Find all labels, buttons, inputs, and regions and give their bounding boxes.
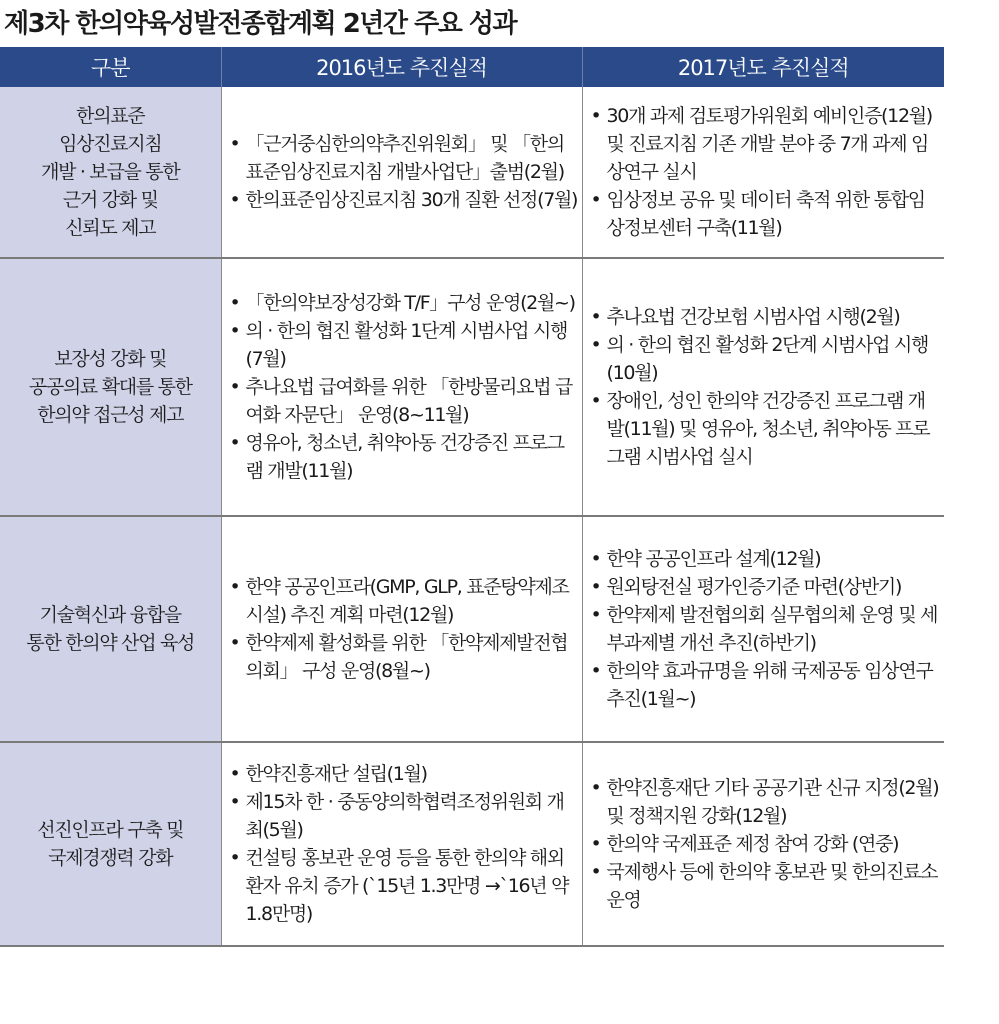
list-item: • 임상정보 공유 및 데이터 축적 위한 통합임상정보센터 구축(11월) (591, 186, 941, 242)
cell-2017 (582, 258, 944, 516)
list-item: • 한의약 국제표준 제정 참여 강화 (연중) (591, 830, 941, 858)
table-row (0, 742, 944, 946)
list-item: • 한약제제 활성화를 위한 「한약제제발전협의회」 구성 운영(8월~) (230, 629, 578, 685)
list-item: • 추나요법 건강보험 시범사업 시행(2월) (591, 303, 941, 331)
list-item: • 추나요법 급여화를 위한 「한방물리요법 급여화 자문단」 운영(8~11월) (230, 373, 578, 429)
category-line: 근거 강화 및 (62, 189, 158, 211)
achievements-table (0, 47, 944, 947)
list-item: • 한약 공공인프라 설계(12월) (591, 545, 941, 573)
category-cell (0, 87, 221, 258)
category-line: 통한 한의약 산업 육성 (26, 632, 195, 654)
list-item: • 장애인, 성인 한의약 건강증진 프로그램 개발(11월) 및 영유아, 청소년, 취약아동 프로 그램 시범사업 실시 (591, 387, 941, 471)
category-line: 한의약 접근성 제고 (37, 404, 184, 426)
list-item: • 한약진흥재단 설립(1월) (230, 760, 578, 788)
list-item: • 의 · 한의 협진 활성화 1단계 시범사업 시행(7월) (230, 317, 578, 373)
category-cell (0, 516, 221, 742)
page-title: 제3차 한의약육성발전종합계획 2년간 주요 성과 (4, 9, 517, 39)
header-2017: 2017년도 추진실적 (582, 47, 944, 87)
cell-2016 (221, 87, 582, 258)
cell-2016 (221, 742, 582, 946)
list-item: • 제15차 한 · 중동양의학협력조정위원회 개최(5월) (230, 788, 578, 844)
list-item: • 원외탕전실 평가인증기준 마련(상반기) (591, 573, 941, 601)
list-item: • 의 · 한의 협진 활성화 2단계 시범사업 시행(10월) (591, 331, 941, 387)
header-2016: 2016년도 추진실적 (221, 47, 582, 87)
category-line: 개발 · 보급을 통한 (41, 161, 180, 183)
category-line: 임상진료지침 (59, 133, 162, 155)
category-line: 보장성 강화 및 (54, 348, 167, 370)
list-item: • 한약제제 발전협의회 실무협의체 운영 및 세부과제별 개선 추진(하반기) (591, 601, 941, 657)
list-item: • 영유아, 청소년, 취약아동 건강증진 프로그램 개발(11월) (230, 429, 578, 485)
cell-2017 (582, 87, 944, 258)
cell-2017 (582, 742, 944, 946)
table-row (0, 258, 944, 516)
list-item: • 한약 공공인프라(GMP, GLP, 표준탕약제조시설) 추진 계획 마련(12월) (230, 573, 578, 629)
category-line: 기술혁신과 융합을 (39, 604, 181, 626)
table-row (0, 87, 944, 258)
list-item: • 한의표준임상진료지침 30개 질환 선정(7월) (230, 186, 578, 214)
category-cell (0, 258, 221, 516)
category-line: 국제경쟁력 강화 (48, 847, 173, 869)
table-header-row (0, 47, 944, 87)
cell-2017 (582, 516, 944, 742)
category-line: 한의표준 (76, 105, 145, 127)
category-line: 공공의료 확대를 통한 (28, 376, 192, 398)
category-cell (0, 742, 221, 946)
list-item: • 국제행사 등에 한의약 홍보관 및 한의진료소 운영 (591, 858, 941, 914)
cell-2016 (221, 516, 582, 742)
cell-2016 (221, 258, 582, 516)
table-row (0, 516, 944, 742)
list-item: • 30개 과제 검토평가위원회 예비인증(12월) 및 진료지침 기존 개발 분야 중 7개 과제 임상연구 실시 (591, 102, 941, 186)
category-line: 선진인프라 구축 및 (37, 819, 184, 841)
list-item: • 컨설팅 홍보관 운영 등을 통한 한의약 해외환자 유치 증가 (`15년 1.3만명 →`16년 약 1.8만명) (230, 844, 578, 928)
list-item: • 「근거중심한의약추진위원회」 및 「한의표준임상진료지침 개발사업단」출범(2월) (230, 130, 578, 186)
list-item: • 「한의약보장성강화 T/F」구성 운영(2월~) (230, 289, 578, 317)
list-item: • 한의약 효과규명을 위해 국제공동 임상연구 추진(1월~) (591, 657, 941, 713)
list-item: • 한약진흥재단 기타 공공기관 신규 지정(2월) 및 정책지원 강화(12월) (591, 774, 941, 830)
header-category: 구분 (0, 47, 221, 87)
category-line: 신뢰도 제고 (65, 217, 156, 239)
